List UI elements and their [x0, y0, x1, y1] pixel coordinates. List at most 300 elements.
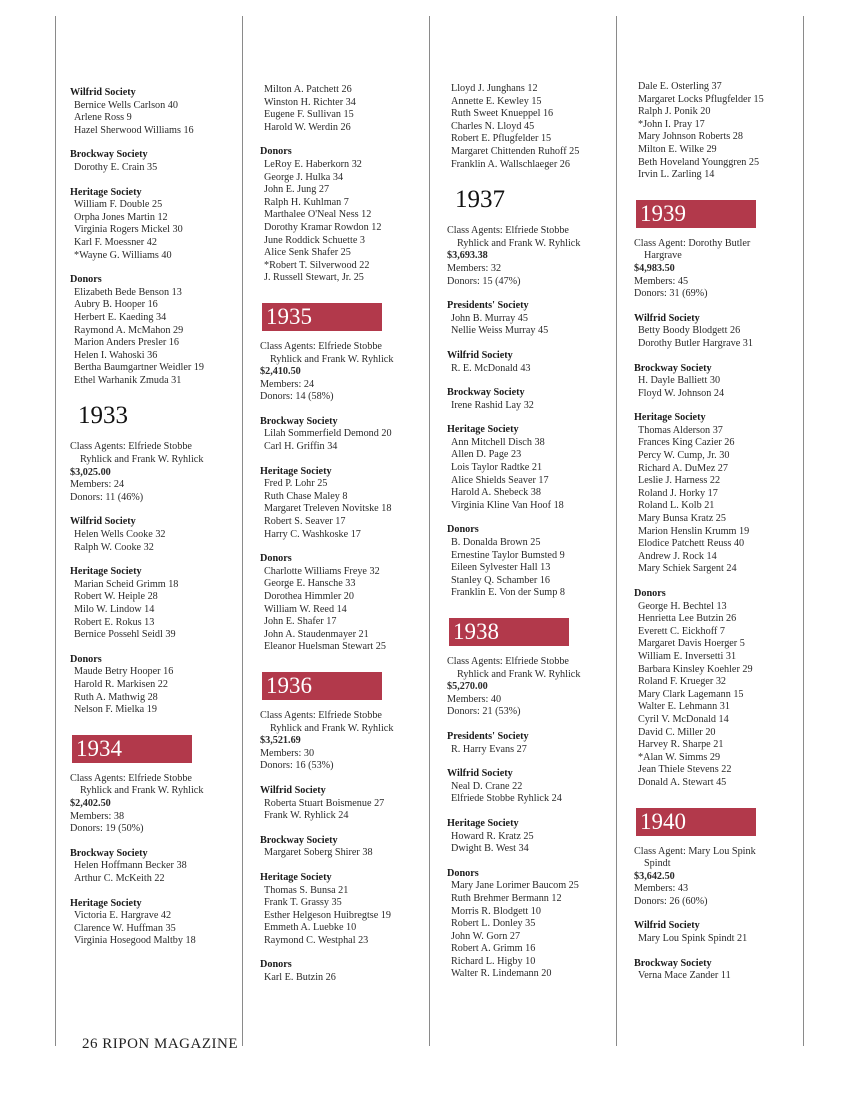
donor-name: Milton E. Wilke 29 — [638, 143, 717, 155]
society-heading: Wilfrid Society — [70, 516, 136, 528]
society-heading: Heritage Society — [70, 566, 142, 578]
spacer — [70, 137, 248, 149]
society-block — [260, 959, 438, 984]
society-block — [70, 187, 248, 263]
society-heading: Donors — [70, 653, 102, 665]
class-agent-line: Ryhlick and Frank W. Ryhlick — [457, 668, 581, 680]
donor-name: Walter E. Lehmann 31 — [638, 701, 730, 713]
donor-name: Margaret Davis Hoerger 5 — [638, 638, 745, 650]
society-heading: Brockway Society — [634, 957, 712, 969]
society-heading: Donors — [447, 524, 479, 536]
donor-name: Walter R. Lindemann 20 — [451, 968, 552, 980]
class-year-heading: 1934 — [72, 735, 192, 763]
class-year-heading: 1935 — [262, 303, 382, 331]
donor-name: Robert E. Pflugfelder 15 — [451, 133, 552, 145]
donor-name: Robert W. Heiple 28 — [74, 591, 158, 603]
society-heading: Wilfrid Society — [447, 768, 513, 780]
society-heading: Heritage Society — [70, 897, 142, 909]
donor-name: *Robert T. Silverwood 22 — [264, 259, 370, 271]
donor-name: Annette E. Kewley 15 — [451, 95, 542, 107]
donor-name: J. Russell Stewart, Jr. 25 — [264, 272, 364, 284]
society-heading: Heritage Society — [634, 412, 706, 424]
donor-name: Alice Shields Seaver 17 — [451, 474, 549, 486]
donor-name: William W. Reed 14 — [264, 603, 347, 615]
society-heading: Brockway Society — [634, 362, 712, 374]
society-block — [70, 898, 248, 948]
class-agent-line: Ryhlick and Frank W. Ryhlick — [80, 785, 204, 797]
society-heading: Wilfrid Society — [70, 87, 136, 98]
donor-name: Helen I. Wahoski 36 — [74, 349, 158, 361]
donor-name: Donald A. Stewart 45 — [638, 776, 727, 788]
donor-name: *John I. Pray 17 — [638, 118, 705, 130]
class-year-heading: 1937 — [455, 186, 505, 214]
donor-name: H. Dayle Balliett 30 — [638, 375, 721, 387]
spacer — [634, 790, 812, 802]
society-heading: Presidents' Society — [447, 300, 529, 312]
donor-name: Eleanor Huelsman Stewart 25 — [264, 641, 386, 653]
donor-name: Winston H. Richter 34 — [264, 96, 356, 108]
donor-name: Roland J. Horky 17 — [638, 487, 718, 499]
donor-name: Leslie J. Harness 22 — [638, 475, 721, 487]
donor-name: Carl H. Griffin 34 — [264, 441, 338, 453]
donor-name: Margaret Treleven Novitske 18 — [264, 503, 392, 515]
donor-name: Virginia Hosegood Maltby 18 — [74, 935, 196, 947]
donor-name: John A. Staudenmayer 21 — [264, 628, 369, 640]
donor-count: Donors: 11 (46%) — [70, 491, 144, 503]
class-year-heading: 1938 — [449, 618, 569, 646]
donor-name: Robert L. Donley 35 — [451, 918, 536, 930]
donor-name: Andrew J. Rock 14 — [638, 550, 717, 562]
society-block — [70, 566, 248, 642]
donor-name: Helen Hoffmann Becker 38 — [74, 860, 187, 872]
donor-name: Ralph H. Kuhlman 7 — [264, 196, 349, 208]
society-heading: Wilfrid Society — [447, 349, 513, 361]
donor-name: Floyd W. Johnson 24 — [638, 387, 725, 399]
spacer — [634, 946, 812, 958]
donor-name: Bertha Baumgartner Weidler 19 — [74, 362, 204, 374]
society-block — [634, 920, 812, 945]
donor-name: Esther Helgeson Huibregtse 19 — [264, 909, 392, 921]
spacer — [447, 512, 625, 524]
gift-amount: $4,983.50 — [634, 262, 675, 274]
class-agent-line: Class Agents: Elfriede Stobbe — [447, 225, 569, 237]
spacer — [70, 948, 248, 960]
donor-name: R. Harry Evans 27 — [451, 743, 527, 755]
donor-name: Margaret Chittenden Ruhoff 25 — [451, 145, 580, 157]
column-3 — [447, 83, 625, 993]
donor-name: Victoria E. Hargrave 42 — [74, 910, 172, 922]
society-heading: Donors — [447, 867, 479, 879]
donor-name: Margaret Soberg Shirer 38 — [264, 847, 373, 859]
donor-name: Marion Anders Presler 16 — [74, 337, 179, 349]
donor-name: Barbara Kinsley Koehler 29 — [638, 663, 753, 675]
donor-name: Harold R. Markisen 22 — [74, 678, 168, 690]
donor-name: *Wayne G. Williams 40 — [74, 249, 172, 261]
spacer — [260, 134, 438, 146]
donor-name: Nelson F. Mielka 19 — [74, 704, 157, 716]
spacer — [447, 756, 625, 768]
society-heading: Brockway Society — [260, 834, 338, 846]
society-block — [70, 149, 248, 174]
spacer — [70, 175, 248, 187]
spacer — [447, 375, 625, 387]
society-block — [260, 416, 438, 454]
donor-name: Clarence W. Huffman 35 — [74, 922, 176, 934]
donor-name: Helen Wells Cooke 32 — [74, 529, 166, 541]
donor-name: Irvin L. Zarling 14 — [638, 169, 715, 181]
donor-name: Dorothea Himmler 20 — [264, 591, 354, 602]
donor-name: Franklin A. Wallschlaeger 26 — [451, 158, 570, 170]
donor-count: Donors: 21 (53%) — [447, 706, 521, 718]
donor-name: Neal D. Crane 22 — [451, 780, 523, 792]
spacer — [70, 836, 248, 848]
donor-name: Elodice Patchett Reuss 40 — [638, 538, 745, 550]
donor-name: Howard R. Kratz 25 — [451, 830, 534, 842]
gift-amount: $3,642.50 — [634, 870, 675, 882]
society-heading: Donors — [260, 553, 292, 565]
spacer — [260, 860, 438, 872]
donor-name: Raymond C. Westphal 23 — [264, 934, 369, 946]
member-count: Members: 38 — [70, 810, 125, 822]
donor-name: Thomas S. Bunsa 21 — [264, 884, 349, 896]
donor-name: Arlene Ross 9 — [74, 112, 132, 124]
donor-name: George J. Hulka 34 — [264, 171, 344, 183]
donor-name: Marion Henslin Krumm 19 — [638, 525, 750, 537]
spacer — [447, 338, 625, 350]
society-block — [634, 412, 812, 576]
donor-name: Aubry B. Hooper 16 — [74, 299, 158, 311]
society-block — [447, 524, 625, 600]
donor-name: Nellie Weiss Murray 45 — [451, 325, 549, 337]
donor-name: Elfriede Stobbe Ryhlick 24 — [451, 793, 562, 805]
society-block — [447, 83, 625, 171]
society-heading: Brockway Society — [70, 149, 148, 161]
donor-name: Karl F. Moessner 42 — [74, 236, 157, 248]
society-heading: Heritage Society — [447, 424, 519, 436]
donor-name: Ruth Chase Maley 8 — [264, 490, 348, 502]
donor-count: Donors: 31 (69%) — [634, 288, 708, 300]
donor-name: Ernestine Taylor Bumsted 9 — [451, 549, 565, 561]
spacer — [260, 404, 438, 416]
donor-name: Dorothy E. Crain 35 — [74, 161, 158, 173]
society-block — [634, 958, 812, 983]
society-block — [70, 848, 248, 886]
donor-name: Ethel Warhanik Zmuda 31 — [74, 374, 182, 386]
donor-name: Bernice Wells Carlson 40 — [74, 99, 178, 111]
donor-name: Ruth Brehmer Bermann 12 — [451, 892, 562, 904]
society-heading: Heritage Society — [260, 871, 332, 883]
class-agent-line: Class Agent: Mary Lou Spink — [634, 845, 756, 857]
donor-name: Marian Scheid Grimm 18 — [74, 578, 179, 590]
donor-name: R. E. McDonald 43 — [451, 362, 531, 374]
donor-name: Milo W. Lindow 14 — [74, 604, 155, 615]
society-block — [70, 654, 248, 717]
society-block — [447, 387, 625, 412]
donor-name: Harvey R. Sharpe 21 — [638, 739, 724, 751]
gift-amount: $3,521.69 — [260, 735, 301, 747]
society-heading: Heritage Society — [260, 465, 332, 477]
class-agent-line: Ryhlick and Frank W. Ryhlick — [270, 722, 394, 734]
spacer — [447, 600, 625, 612]
society-block — [260, 785, 438, 823]
donor-name: John W. Gorn 27 — [451, 930, 521, 942]
donor-name: Beth Hoveland Younggren 25 — [638, 156, 760, 168]
donor-name: Lloyd J. Junghans 12 — [451, 83, 538, 94]
donor-name: *Alan W. Simms 29 — [638, 751, 721, 763]
donor-name: Harold W. Werdin 26 — [264, 121, 351, 133]
donor-name: B. Donalda Brown 25 — [451, 537, 541, 549]
donor-name: Elizabeth Bede Benson 13 — [74, 286, 182, 298]
donor-name: Dorothy Kramar Rowdon 12 — [264, 221, 382, 233]
donor-name: John E. Jung 27 — [264, 184, 330, 196]
spacer — [634, 983, 812, 995]
column-rule-1 — [55, 16, 56, 1046]
donor-name: Eileen Sylvester Hall 13 — [451, 562, 551, 574]
donor-name: Roland L. Kolb 21 — [638, 500, 715, 512]
donor-name: Roland F. Krueger 32 — [638, 676, 727, 688]
member-count: Members: 24 — [70, 479, 125, 491]
spacer — [70, 262, 248, 274]
donor-name: Milton A. Patchett 26 — [264, 84, 352, 95]
spacer — [70, 504, 248, 516]
class-year-heading: 1936 — [262, 672, 382, 700]
society-block — [260, 84, 438, 134]
gift-amount: $5,270.00 — [447, 681, 488, 693]
class-agent-line: Class Agents: Elfriede Stobbe — [70, 441, 192, 453]
donor-name: Fred P. Lohr 25 — [264, 478, 328, 490]
society-heading: Presidents' Society — [447, 730, 529, 742]
gift-amount: $2,410.50 — [260, 366, 301, 378]
spacer — [260, 823, 438, 835]
donor-name: Maude Betry Hooper 16 — [74, 666, 174, 678]
gift-amount: $3,025.00 — [70, 466, 111, 478]
society-heading: Donors — [70, 274, 102, 286]
donor-name: Ralph J. Ponik 20 — [638, 106, 711, 118]
spacer — [447, 412, 625, 424]
spacer — [260, 985, 438, 997]
donor-count: Donors: 14 (58%) — [260, 391, 334, 403]
society-block — [70, 274, 248, 387]
spacer — [70, 642, 248, 654]
society-heading: Donors — [260, 146, 292, 158]
spacer — [260, 773, 438, 785]
donor-name: Mary Clark Lagemann 15 — [638, 688, 744, 700]
spacer — [634, 400, 812, 412]
column-4 — [634, 81, 812, 995]
spacer — [447, 288, 625, 300]
donor-name: Charlotte Williams Freye 32 — [264, 565, 380, 577]
class-year-heading: 1939 — [636, 200, 756, 228]
donor-name: Cyril V. McDonald 14 — [638, 713, 729, 725]
class-agent-line: Class Agents: Elfriede Stobbe — [260, 709, 382, 721]
column-1 — [70, 87, 248, 960]
donor-name: Morris R. Blodgett 10 — [451, 905, 541, 917]
donor-name: Mary Johnson Roberts 28 — [638, 131, 743, 143]
spacer — [447, 856, 625, 868]
society-block — [447, 818, 625, 856]
column-2 — [260, 84, 438, 997]
donor-name: Jean Thiele Stevens 22 — [638, 764, 732, 776]
society-heading: Heritage Society — [70, 186, 142, 198]
class-year-block — [447, 612, 625, 719]
spacer — [260, 541, 438, 553]
donor-name: Margaret Locks Pflugfelder 15 — [638, 93, 764, 105]
donor-count: Donors: 16 (53%) — [260, 760, 334, 772]
spacer — [260, 947, 438, 959]
donor-name: LeRoy E. Haberkorn 32 — [264, 158, 362, 170]
donor-name: Lois Taylor Radtke 21 — [451, 462, 543, 474]
donor-name: Mary Schiek Sargent 24 — [638, 563, 737, 575]
society-block — [634, 313, 812, 351]
class-year-block — [70, 401, 248, 504]
society-block — [70, 516, 248, 554]
society-block — [260, 146, 438, 285]
donor-name: Charles N. Lloyd 45 — [451, 120, 535, 132]
class-year-block — [260, 297, 438, 404]
donor-name: Lilah Sommerfield Demond 20 — [264, 428, 392, 440]
donor-name: Roberta Stuart Boismenue 27 — [264, 797, 385, 809]
spacer — [634, 576, 812, 588]
donor-name: Betty Boody Blodgett 26 — [638, 325, 741, 337]
donor-name: Verna Mace Zander 11 — [638, 970, 731, 982]
class-year-block — [634, 802, 812, 909]
donor-name: Allen D. Page 23 — [451, 449, 522, 461]
class-agent-line: Ryhlick and Frank W. Ryhlick — [457, 237, 581, 249]
donor-name: Harry C. Washkoske 17 — [264, 528, 361, 540]
member-count: Members: 24 — [260, 378, 315, 390]
donor-name: Karl E. Butzin 26 — [264, 972, 336, 984]
spacer — [70, 554, 248, 566]
society-block — [447, 350, 625, 375]
society-heading: Brockway Society — [70, 847, 148, 859]
donor-name: Eugene F. Sullivan 15 — [264, 109, 354, 121]
donor-name: Virginia Kline Van Hoof 18 — [451, 499, 564, 511]
society-block — [260, 835, 438, 860]
donor-name: John B. Murray 45 — [451, 312, 528, 324]
gift-amount: $3,693.38 — [447, 250, 488, 262]
donor-name: Percy W. Cump, Jr. 30 — [638, 450, 730, 462]
donor-name: John E. Shafer 17 — [264, 616, 337, 628]
donor-name: Irene Rashid Lay 32 — [451, 399, 534, 411]
society-block — [260, 872, 438, 948]
magazine-name: RIPON MAGAZINE — [102, 1036, 238, 1052]
society-block — [634, 81, 812, 182]
donor-name: Emmeth A. Luebke 10 — [264, 922, 357, 934]
donor-name: Richard A. DuMez 27 — [638, 462, 728, 474]
society-block — [260, 553, 438, 654]
donor-name: Franklin E. Von der Sump 8 — [451, 587, 565, 599]
donor-count: Donors: 15 (47%) — [447, 275, 521, 287]
spacer — [260, 285, 438, 297]
donor-name: Raymond A. McMahon 29 — [74, 324, 184, 336]
spacer — [447, 981, 625, 993]
society-heading: Brockway Society — [260, 415, 338, 427]
donor-name: Bernice Possehl Seidl 39 — [74, 629, 176, 641]
donor-name: George H. Bechtel 13 — [638, 600, 727, 612]
member-count: Members: 40 — [447, 693, 502, 705]
donor-name: Virginia Rogers Mickel 30 — [74, 224, 183, 236]
class-agent-line: Spindt — [644, 858, 671, 870]
donor-name: Ruth A. Mathwig 28 — [74, 691, 158, 703]
donor-name: George E. Hansche 33 — [264, 578, 356, 590]
class-agent-line: Class Agents: Elfriede Stobbe — [260, 340, 382, 352]
donor-name: Marthalee O'Neal Ness 12 — [264, 209, 372, 221]
class-year-block — [447, 185, 625, 288]
society-block — [70, 87, 248, 137]
class-agent-line: Ryhlick and Frank W. Ryhlick — [80, 454, 204, 466]
donor-name: Robert S. Seaver 17 — [264, 516, 346, 528]
class-agent-line: Ryhlick and Frank W. Ryhlick — [270, 353, 394, 365]
spacer — [70, 387, 248, 399]
donor-name: Mary Lou Spink Spindt 21 — [638, 933, 748, 945]
member-count: Members: 45 — [634, 275, 689, 287]
society-heading: Donors — [634, 588, 666, 599]
donor-name: Mary Bunsa Kratz 25 — [638, 513, 726, 525]
donor-name: Frank T. Grassy 35 — [264, 897, 342, 909]
class-agent-line: Hargrave — [644, 250, 682, 262]
donor-name: Alice Senk Shafer 25 — [264, 247, 351, 259]
society-block — [447, 424, 625, 512]
society-block — [447, 868, 625, 981]
donor-name: Henrietta Lee Butzin 26 — [638, 613, 737, 625]
spacer — [447, 719, 625, 731]
donor-name: Orpha Jones Martin 12 — [74, 211, 168, 223]
donor-name: Richard L. Higby 10 — [451, 955, 536, 967]
donor-name: Dorothy Butler Hargrave 31 — [638, 337, 753, 349]
donor-name: Arthur C. McKeith 22 — [74, 872, 165, 884]
class-year-block — [260, 666, 438, 773]
spacer — [260, 454, 438, 466]
society-heading: Wilfrid Society — [634, 312, 700, 324]
donor-name: Ralph W. Cooke 32 — [74, 541, 154, 553]
society-heading: Wilfrid Society — [634, 920, 700, 932]
society-block — [634, 363, 812, 401]
gift-amount: $2,402.50 — [70, 797, 111, 809]
society-heading: Donors — [260, 959, 292, 971]
donor-count: Donors: 26 (60%) — [634, 895, 708, 907]
donor-name: Harold A. Shebeck 38 — [451, 487, 541, 499]
member-count: Members: 43 — [634, 883, 689, 895]
society-heading: Heritage Society — [447, 817, 519, 829]
donor-name: Herbert E. Kaeding 34 — [74, 311, 167, 323]
donor-name: Dale E. Osterling 37 — [638, 81, 722, 92]
donor-name: Stanley Q. Schamber 16 — [451, 574, 551, 586]
class-year-block — [634, 194, 812, 301]
donor-name: Ruth Sweet Knueppel 16 — [451, 108, 554, 120]
class-year-heading: 1940 — [636, 808, 756, 836]
society-heading: Brockway Society — [447, 387, 525, 399]
spacer — [634, 301, 812, 313]
class-agent-line: Class Agents: Elfriede Stobbe — [70, 772, 192, 784]
donor-name: Ann Mitchell Disch 38 — [451, 436, 545, 448]
class-agent-line: Class Agent: Dorothy Butler — [634, 237, 751, 249]
society-block — [447, 768, 625, 806]
spacer — [634, 182, 812, 194]
donor-name: William E. Inversetti 31 — [638, 650, 737, 662]
donor-name: Robert A. Grimm 16 — [451, 943, 536, 955]
donor-name: Frank W. Ryhlick 24 — [264, 810, 349, 822]
page-number: 26 — [82, 1036, 98, 1052]
donor-name: David C. Miller 20 — [638, 726, 716, 738]
donor-name: Mary Jane Lorimer Baucom 25 — [451, 880, 579, 892]
society-block — [447, 300, 625, 338]
class-year-heading: 1933 — [78, 402, 128, 430]
donor-name: Thomas Alderson 37 — [638, 424, 723, 436]
spacer — [260, 654, 438, 666]
donor-count: Donors: 19 (50%) — [70, 823, 144, 835]
spacer — [634, 351, 812, 363]
member-count: Members: 30 — [260, 747, 315, 759]
